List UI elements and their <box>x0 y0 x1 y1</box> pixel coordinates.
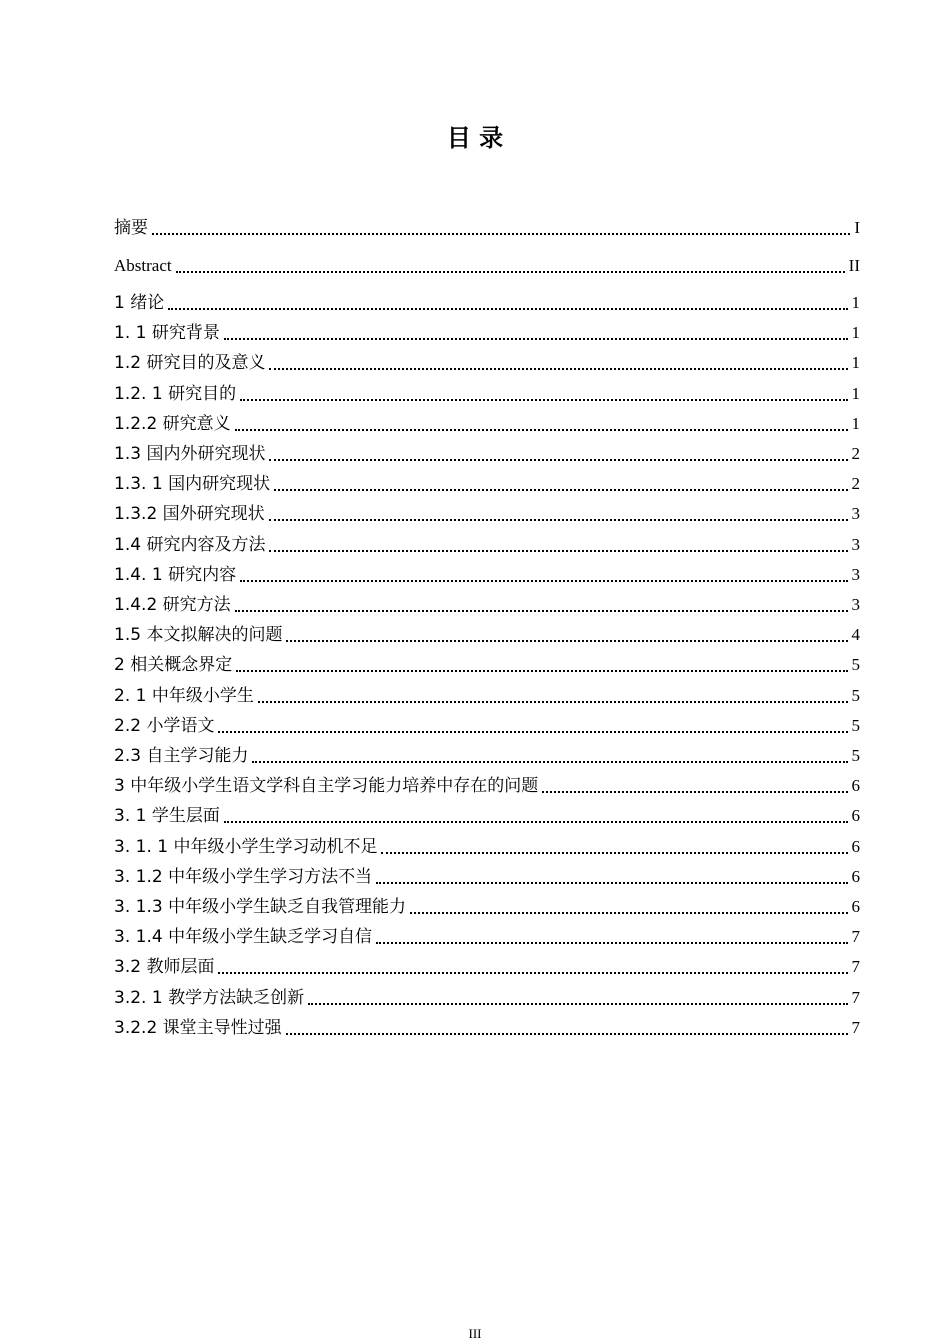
toc-entry-label: 1.3 国内外研究现状 <box>114 444 266 464</box>
toc-entry[interactable] <box>114 532 860 558</box>
toc-entry[interactable] <box>114 471 860 497</box>
toc-entry-page: 7 <box>851 987 860 1007</box>
toc-entry-page: 1 <box>851 323 860 343</box>
toc-entry-page: 1 <box>851 383 860 403</box>
toc-entry-page: 3 <box>851 534 860 554</box>
toc-entry[interactable] <box>114 381 860 407</box>
toc-entry[interactable] <box>114 652 860 678</box>
toc-entry-page: 7 <box>851 957 860 977</box>
toc-entry-label: 3. 1.4 中年级小学生缺乏学习自信 <box>114 927 373 948</box>
toc-entry-label: 3. 1.3 中年级小学生缺乏自我管理能力 <box>114 897 407 917</box>
toc-entry-page: 6 <box>851 836 860 856</box>
toc-entry-label: 3.2. 1 教学方法缺乏创新 <box>114 987 305 1008</box>
toc-entry-label: 2. 1 中年级小学生 <box>114 685 254 706</box>
toc-entry-label: 1.2. 1 研究目的 <box>114 383 237 404</box>
dot-leader <box>235 411 848 437</box>
toc-entry-label: 2 相关概念界定 <box>114 655 233 676</box>
dot-leader <box>240 381 847 407</box>
dot-leader <box>235 592 848 618</box>
toc-entry-label: 1.2 研究目的及意义 <box>114 353 266 374</box>
toc-entry-label: 1.3.2 国外研究现状 <box>114 504 265 525</box>
toc-entry-label: 1 绪论 <box>114 293 165 313</box>
dot-leader <box>542 773 847 799</box>
toc-entry-label: 1.5 本文拟解决的问题 <box>114 625 283 646</box>
toc-entry-label: 3 中年级小学生语文学科自主学习能力培养中存在的问题 <box>114 776 539 797</box>
toc-entry-page: 6 <box>851 897 860 916</box>
toc-entry-page: II <box>848 256 860 275</box>
page-title: 目 录 <box>446 124 504 152</box>
toc-entry-label: 1.3. 1 国内研究现状 <box>114 474 271 495</box>
toc-entry-label: 1.2.2 研究意义 <box>114 413 231 434</box>
toc-entry-page: 6 <box>851 806 860 826</box>
dot-leader <box>410 894 847 920</box>
toc-entry[interactable] <box>114 985 860 1011</box>
dot-leader <box>218 713 847 739</box>
toc-entry-page: 7 <box>851 927 860 947</box>
toc-entry-page: 5 <box>851 746 860 765</box>
dot-leader <box>308 985 847 1011</box>
dot-leader <box>168 290 847 316</box>
dot-leader <box>269 501 848 527</box>
dot-leader <box>258 683 848 709</box>
toc-entry-label: 2.2 小学语文 <box>114 715 215 736</box>
dot-leader <box>286 622 847 648</box>
toc-entry-label: 1.4.2 研究方法 <box>114 595 231 615</box>
dot-leader <box>152 215 850 241</box>
toc-entry[interactable] <box>114 803 860 829</box>
toc-entry-page: 3 <box>851 595 860 614</box>
page-number: III <box>468 1326 482 1341</box>
dot-leader <box>176 253 845 279</box>
toc-entry-page: 5 <box>851 685 860 705</box>
dot-leader <box>381 834 847 860</box>
toc-entry-page: 7 <box>851 1017 860 1037</box>
toc-entry[interactable] <box>114 834 860 860</box>
toc-entry-label: 3. 1. 1 中年级小学生学习动机不足 <box>114 836 378 857</box>
dot-leader <box>286 1015 848 1041</box>
toc-entry-label: 3. 1.2 中年级小学生学习方法不当 <box>114 866 373 887</box>
toc-entry[interactable] <box>114 215 860 241</box>
toc-entry[interactable] <box>114 501 860 527</box>
toc-entry[interactable] <box>114 713 860 739</box>
toc-entry[interactable] <box>114 622 860 648</box>
toc-entry-label: Abstract <box>114 256 172 275</box>
toc-entry[interactable] <box>114 350 860 376</box>
toc-entry[interactable] <box>114 562 860 588</box>
toc-entry-label: 1.4 研究内容及方法 <box>114 534 266 555</box>
toc-entry[interactable] <box>114 1015 860 1041</box>
toc-entry[interactable] <box>114 864 860 890</box>
toc-entry-page: 1 <box>851 293 860 312</box>
toc-entry-page: 5 <box>851 655 860 675</box>
toc-entry[interactable] <box>114 773 860 799</box>
toc-entry[interactable] <box>114 441 860 467</box>
dot-leader <box>224 803 848 829</box>
toc-entry-page: 6 <box>851 776 860 796</box>
dot-leader <box>224 320 848 346</box>
toc-entry-page: 5 <box>851 715 860 735</box>
toc-entry-label: 3. 1 学生层面 <box>114 806 220 827</box>
toc-entry-label: 1. 1 研究背景 <box>114 323 220 344</box>
toc-entry-page: 1 <box>851 413 860 433</box>
toc-entry-page: 6 <box>851 866 860 886</box>
dot-leader <box>269 350 847 376</box>
toc-entry[interactable] <box>114 743 860 769</box>
toc-entry[interactable] <box>114 894 860 920</box>
dot-leader <box>269 532 847 558</box>
toc-entry[interactable] <box>114 253 860 279</box>
dot-leader <box>252 743 847 769</box>
dot-leader <box>274 471 847 497</box>
toc-entry-page: I <box>854 218 860 237</box>
toc-entry[interactable] <box>114 592 860 618</box>
toc-entry-page: 3 <box>851 504 860 524</box>
dot-leader <box>236 652 847 678</box>
toc-entry-page: 2 <box>851 444 860 463</box>
dot-leader <box>269 441 847 467</box>
toc-entry-page: 2 <box>851 474 860 494</box>
toc-entry[interactable] <box>114 320 860 346</box>
toc-entry-label: 1.4. 1 研究内容 <box>114 564 237 585</box>
toc-entry[interactable] <box>114 954 860 980</box>
toc-entry-label: 2.3 自主学习能力 <box>114 746 249 766</box>
dot-leader <box>376 864 847 890</box>
toc-entry-label: 摘要 <box>114 218 148 238</box>
dot-leader <box>240 562 847 588</box>
toc-entry-label: 3.2 教师层面 <box>114 957 215 978</box>
toc-entry[interactable] <box>114 683 860 709</box>
toc-entry[interactable] <box>114 290 860 316</box>
toc-entry-page: 3 <box>851 564 860 584</box>
dot-leader <box>218 954 847 980</box>
toc-entry[interactable] <box>114 924 860 950</box>
toc-entry[interactable] <box>114 411 860 437</box>
toc-entry-page: 4 <box>851 625 860 645</box>
dot-leader <box>376 924 847 950</box>
toc-entry-page: 1 <box>851 353 860 373</box>
toc-entry-label: 3.2.2 课堂主导性过强 <box>114 1017 282 1038</box>
